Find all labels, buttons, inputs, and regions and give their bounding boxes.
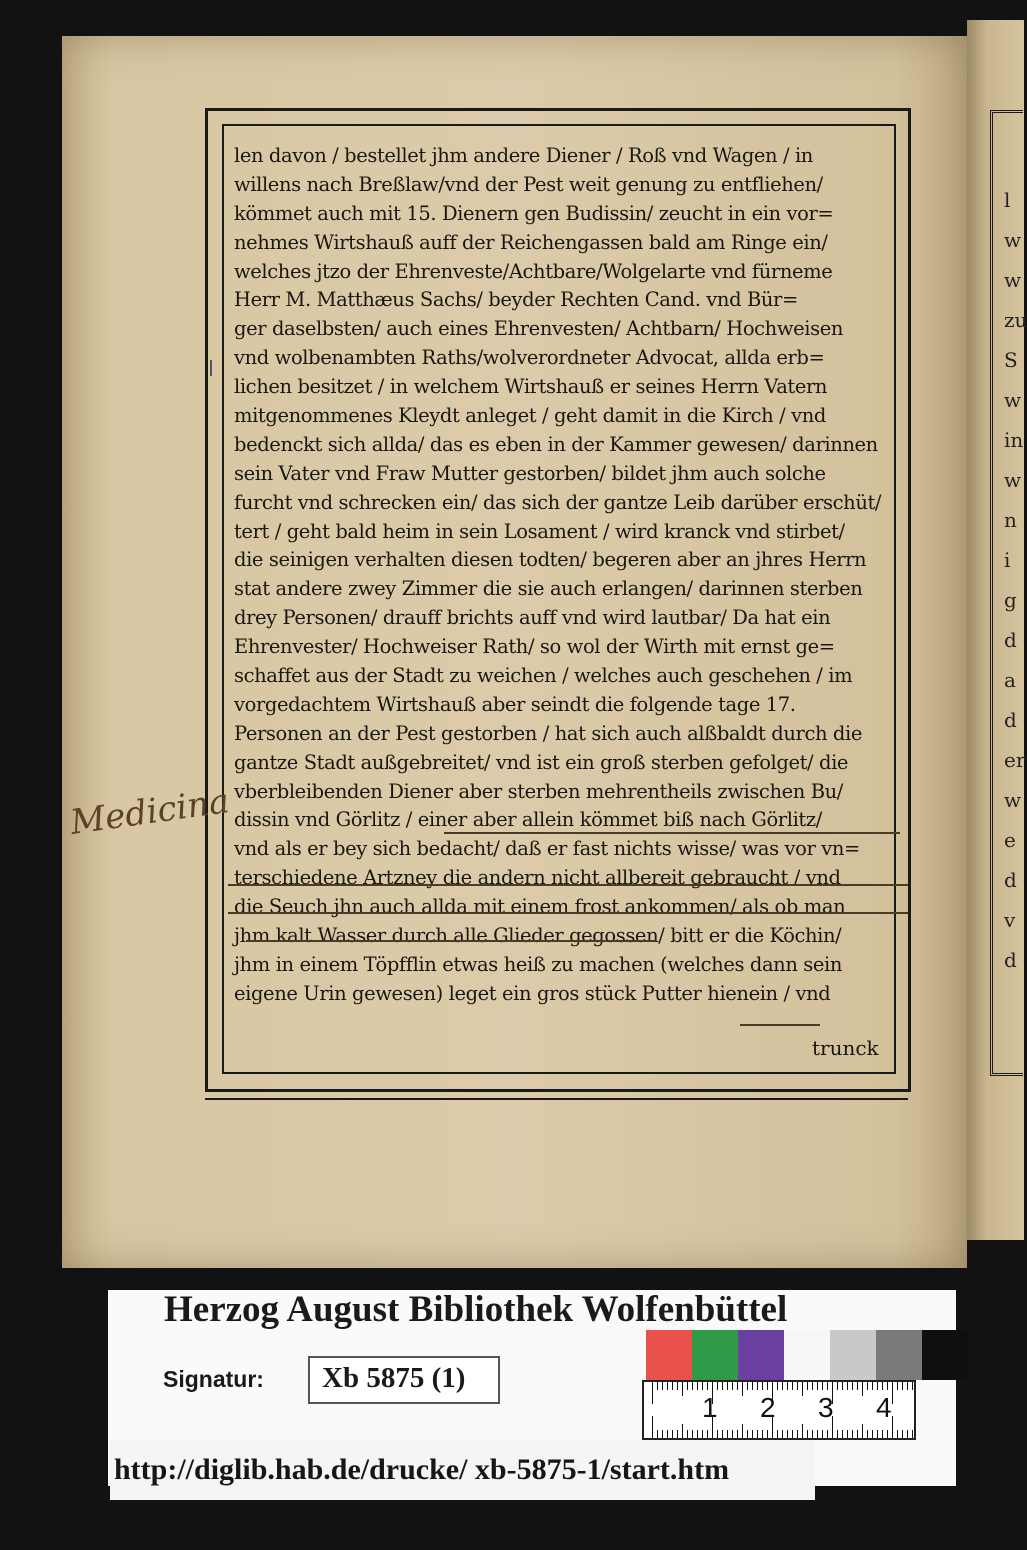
ruler-tick bbox=[697, 1382, 698, 1390]
color-swatch bbox=[646, 1330, 692, 1380]
ruler-tick bbox=[692, 1430, 693, 1438]
text-line: Herr M. Matthæus Sachs/ beyder Rechten Cand. vnd Bür= bbox=[234, 288, 798, 312]
ruler-tick bbox=[687, 1382, 688, 1390]
ruler-tick bbox=[817, 1430, 818, 1438]
ruler-tick bbox=[912, 1430, 913, 1438]
ruler-tick bbox=[812, 1382, 813, 1390]
ruler-tick bbox=[862, 1424, 863, 1438]
color-calibration-bar bbox=[646, 1330, 968, 1380]
ruler-tick bbox=[802, 1382, 803, 1396]
ruler-tick bbox=[732, 1430, 733, 1438]
ruler-number: 1 bbox=[702, 1392, 718, 1423]
text-line: eigene Urin gewesen) leget ein gros stück Putter hienein / vnd bbox=[234, 981, 831, 1005]
ruler-tick bbox=[822, 1430, 823, 1438]
facing-page-letter: in bbox=[1004, 428, 1024, 452]
ruler-tick bbox=[827, 1382, 828, 1390]
ruler-tick bbox=[847, 1382, 848, 1390]
ruler-tick bbox=[752, 1382, 753, 1390]
text-line: bedenckt sich allda/ das es eben in der Kammer gewesen/ darinnen bbox=[234, 432, 878, 456]
text-line: lichen besitzet / in welchem Wirtshauß er seines Herrn Vatern bbox=[234, 375, 828, 399]
margin-tick-mark bbox=[210, 360, 212, 376]
ruler-tick bbox=[747, 1430, 748, 1438]
facing-page-letter: v bbox=[1004, 908, 1016, 932]
ruler-tick bbox=[842, 1382, 843, 1390]
ruler-tick bbox=[677, 1430, 678, 1438]
ruler-tick bbox=[652, 1382, 653, 1404]
text-line: sein Vater vnd Fraw Mutter gestorben/ bildet jhm auch solche bbox=[234, 461, 826, 485]
signatur-value: Xb 5875 (1) bbox=[322, 1362, 466, 1394]
ruler-tick bbox=[872, 1382, 873, 1390]
ruler-tick bbox=[727, 1430, 728, 1438]
ruler-tick bbox=[852, 1382, 853, 1390]
catchword: trunck bbox=[812, 1036, 879, 1060]
text-line: Ehrenvester/ Hochweiser Rath/ so wol der Wirth mit ernst ge= bbox=[234, 635, 835, 659]
ruler-tick bbox=[692, 1382, 693, 1390]
facing-page-letter: e bbox=[1004, 828, 1016, 852]
facing-page-letter: l bbox=[1004, 188, 1011, 212]
facing-page-letter: d bbox=[1004, 868, 1017, 892]
ruler-tick bbox=[882, 1430, 883, 1438]
ruler-tick bbox=[762, 1430, 763, 1438]
text-line: vnd als er bey sich bedacht/ daß er fast nichts wisse/ was vor vn= bbox=[234, 837, 860, 861]
source-url[interactable]: http://diglib.hab.de/drucke/ xb-5875-1/start.htm bbox=[110, 1440, 815, 1500]
text-line: kömmet auch mit 15. Dienern gen Budissin/ zeucht in ein vor= bbox=[234, 201, 834, 225]
ruler-tick bbox=[802, 1424, 803, 1438]
ruler-tick bbox=[747, 1382, 748, 1390]
ruler-tick bbox=[722, 1382, 723, 1390]
handwritten-underline bbox=[444, 832, 900, 834]
ruler-tick bbox=[787, 1430, 788, 1438]
ruler-tick bbox=[792, 1430, 793, 1438]
ruler-tick bbox=[807, 1382, 808, 1390]
handwritten-underline bbox=[246, 940, 656, 942]
handwritten-underline bbox=[228, 912, 908, 914]
ruler-tick bbox=[907, 1382, 908, 1390]
ruler-tick bbox=[887, 1430, 888, 1438]
signatur-label: Signatur: bbox=[163, 1366, 264, 1392]
ruler-tick bbox=[662, 1382, 663, 1390]
color-swatch bbox=[922, 1330, 968, 1380]
ruler-tick bbox=[897, 1430, 898, 1438]
ruler-tick bbox=[682, 1382, 683, 1396]
facing-page-letter: d bbox=[1004, 628, 1017, 652]
ruler-tick bbox=[877, 1382, 878, 1390]
ruler-tick bbox=[902, 1382, 903, 1390]
ruler-tick bbox=[782, 1382, 783, 1390]
ruler-tick bbox=[767, 1382, 768, 1390]
ruler-tick bbox=[737, 1430, 738, 1438]
facing-page-letter: d bbox=[1004, 708, 1017, 732]
ruler-number: 2 bbox=[760, 1392, 776, 1423]
ruler-tick bbox=[837, 1382, 838, 1390]
facing-page-letter: w bbox=[1004, 388, 1022, 412]
text-line: dissin vnd Görlitz / einer aber allein kömmet biß nach Görlitz/ bbox=[234, 808, 822, 832]
text-line: furcht vnd schrecken ein/ das sich der gantze Leib darüber erschüt/ bbox=[234, 490, 882, 514]
color-swatch bbox=[830, 1330, 876, 1380]
text-line: mitgenommenes Kleydt anleget / geht damit in die Kirch / vnd bbox=[234, 404, 826, 428]
ruler-tick bbox=[882, 1382, 883, 1390]
ruler-tick bbox=[797, 1430, 798, 1438]
facing-page-letter: w bbox=[1004, 468, 1022, 492]
ruler-tick bbox=[657, 1430, 658, 1438]
text-line: welches jtzo der Ehrenveste/Achtbare/Wolgelarte vnd fürneme bbox=[234, 259, 833, 283]
text-line: vorgedachtem Wirtshauß aber seindt die folgende tage 17. bbox=[234, 692, 796, 716]
facing-page-letter: g bbox=[1004, 588, 1017, 612]
ruler-tick bbox=[757, 1430, 758, 1438]
ruler-tick bbox=[732, 1382, 733, 1390]
text-line: vnd wolbenambten Raths/wolverordneter Advocat, allda erb= bbox=[234, 346, 825, 370]
facing-page-letter: w bbox=[1004, 788, 1022, 812]
ruler-tick bbox=[787, 1382, 788, 1390]
ruler-tick bbox=[777, 1430, 778, 1438]
facing-page-letter: a bbox=[1004, 668, 1016, 692]
ruler-tick bbox=[912, 1382, 913, 1390]
ruler-number: 4 bbox=[876, 1392, 892, 1423]
ruler-tick bbox=[677, 1382, 678, 1390]
ruler-tick bbox=[757, 1382, 758, 1390]
text-line: terschiedene Artzney die andern nicht allbereit gebraucht / vnd bbox=[234, 866, 841, 890]
ruler-tick bbox=[742, 1382, 743, 1396]
text-line: willens nach Breßlaw/vnd der Pest weit genung zu entfliehen/ bbox=[234, 172, 823, 196]
ruler-tick bbox=[652, 1416, 653, 1438]
ruler-tick bbox=[707, 1430, 708, 1438]
ruler-tick bbox=[822, 1382, 823, 1390]
ruler-tick bbox=[857, 1430, 858, 1438]
facing-page-letters bbox=[1004, 180, 1027, 980]
text-line: nehmes Wirtshauß auff der Reichengassen bald am Ringe ein/ bbox=[234, 230, 828, 254]
ruler-tick bbox=[702, 1382, 703, 1390]
handwritten-underline bbox=[740, 1024, 820, 1026]
text-line: len davon / bestellet jhm andere Diener / Roß vnd Wagen / in bbox=[234, 144, 813, 167]
ruler-tick bbox=[887, 1382, 888, 1390]
ruler-tick bbox=[892, 1382, 893, 1404]
ruler-tick bbox=[722, 1430, 723, 1438]
ruler-tick bbox=[667, 1430, 668, 1438]
text-line: die Seuch jhn auch allda mit einem frost ankommen/ als ob man bbox=[234, 895, 846, 919]
color-swatch bbox=[738, 1330, 784, 1380]
ruler-tick bbox=[752, 1430, 753, 1438]
ruler-tick bbox=[767, 1430, 768, 1438]
ruler-tick bbox=[857, 1382, 858, 1390]
ruler-tick bbox=[727, 1382, 728, 1390]
facing-page-letter: er bbox=[1004, 748, 1026, 772]
marginal-note: Medicina bbox=[67, 781, 232, 843]
body-text bbox=[234, 142, 884, 1009]
ruler-tick bbox=[807, 1430, 808, 1438]
library-name: Herzog August Bibliothek Wolfenbüttel bbox=[164, 1289, 788, 1330]
facing-page-letter: i bbox=[1004, 548, 1011, 572]
ruler-tick bbox=[697, 1430, 698, 1438]
facing-page-letter: zu bbox=[1004, 308, 1027, 332]
text-line: die seinigen verhalten diesen todten/ begeren aber an jhres Herrn bbox=[234, 548, 867, 572]
scale-ruler bbox=[642, 1380, 916, 1440]
ruler-tick bbox=[672, 1382, 673, 1390]
ruler-tick bbox=[702, 1430, 703, 1438]
ruler-tick bbox=[902, 1430, 903, 1438]
facing-page-letter: S bbox=[1004, 348, 1018, 372]
ruler-tick bbox=[827, 1430, 828, 1438]
ruler-tick bbox=[742, 1424, 743, 1438]
facing-page-letter: w bbox=[1004, 228, 1022, 252]
ruler-tick bbox=[662, 1430, 663, 1438]
ruler-tick bbox=[872, 1430, 873, 1438]
ruler-tick bbox=[842, 1430, 843, 1438]
ruler-number: 3 bbox=[818, 1392, 834, 1423]
text-line: ger daselbsten/ auch eines Ehrenvesten/ Achtbarn/ Hochweisen bbox=[234, 317, 844, 341]
color-swatch bbox=[692, 1330, 738, 1380]
handwritten-underline bbox=[228, 884, 908, 886]
ruler-tick bbox=[877, 1430, 878, 1438]
text-line: vberbleibenden Diener aber sterben mehrentheils zwischen Bu/ bbox=[234, 779, 843, 803]
ruler-tick bbox=[777, 1382, 778, 1390]
ruler-tick bbox=[837, 1430, 838, 1438]
ruler-tick bbox=[797, 1382, 798, 1390]
text-line: Personen an der Pest gestorben / hat sich auch alßbaldt durch die bbox=[234, 721, 862, 745]
ruler-tick bbox=[897, 1382, 898, 1390]
color-swatch bbox=[784, 1330, 830, 1380]
text-line: jhm in einem Töpfflin etwas heiß zu machen (welches dann sein bbox=[234, 952, 843, 976]
text-line: drey Personen/ drauff brichts auff vnd wird lautbar/ Da hat ein bbox=[234, 606, 831, 630]
facing-page-letter: n bbox=[1004, 508, 1017, 532]
ruler-tick bbox=[817, 1382, 818, 1390]
ruler-tick bbox=[867, 1382, 868, 1390]
ruler-tick bbox=[782, 1430, 783, 1438]
ruler-tick bbox=[707, 1382, 708, 1390]
ruler-tick bbox=[847, 1430, 848, 1438]
ruler-tick bbox=[737, 1382, 738, 1390]
ruler-tick bbox=[682, 1424, 683, 1438]
ruler-tick bbox=[687, 1430, 688, 1438]
ruler-tick bbox=[862, 1382, 863, 1396]
ruler-tick bbox=[717, 1382, 718, 1390]
ruler-tick bbox=[667, 1382, 668, 1390]
ruler-tick bbox=[657, 1382, 658, 1390]
facing-page-letter: w bbox=[1004, 268, 1022, 292]
ruler-tick bbox=[867, 1430, 868, 1438]
ruler-tick bbox=[792, 1382, 793, 1390]
ruler-tick bbox=[892, 1416, 893, 1438]
text-line: gantze Stadt außgebreitet/ vnd ist ein groß sterben gefolget/ die bbox=[234, 750, 849, 774]
text-line: jhm kalt Wasser durch alle Glieder gegossen/ bitt er die Köchin/ bbox=[234, 924, 842, 948]
text-line: stat andere zwey Zimmer die sie auch erlangen/ darinnen sterben bbox=[234, 577, 863, 601]
color-swatch bbox=[876, 1330, 922, 1380]
ruler-tick bbox=[852, 1430, 853, 1438]
ruler-tick bbox=[672, 1430, 673, 1438]
ruler-tick bbox=[812, 1430, 813, 1438]
text-line: tert / geht bald heim in sein Losament / wird kranck vnd stirbet/ bbox=[234, 519, 845, 543]
ruler-tick bbox=[907, 1430, 908, 1438]
facing-page-letter: d bbox=[1004, 948, 1017, 972]
ruler-tick bbox=[717, 1430, 718, 1438]
page-border-bottom-rule bbox=[205, 1098, 908, 1100]
ruler-tick bbox=[762, 1382, 763, 1390]
text-line: schaffet aus der Stadt zu weichen / welches auch geschehen / im bbox=[234, 664, 853, 688]
